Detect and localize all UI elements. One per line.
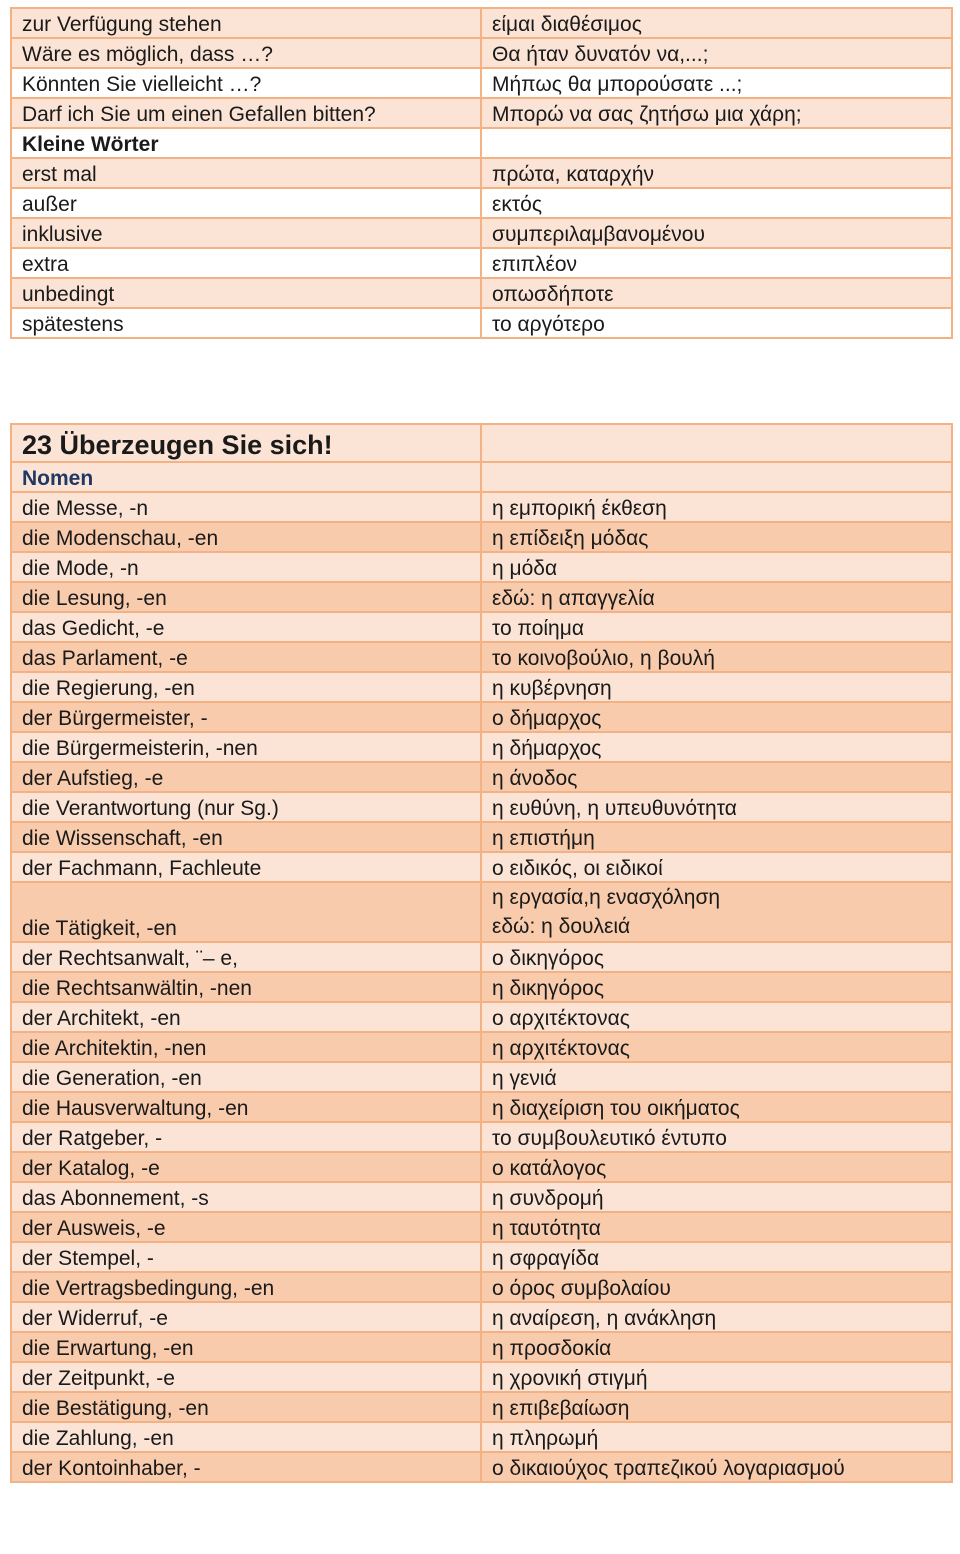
greek-translation: η εμπορική έκθεση [481,492,952,522]
noun-row [11,882,952,942]
noun-row [11,1212,952,1242]
greek-translation: το συμβουλευτικό έντυπο [481,1122,952,1152]
greek-translation: η σφραγίδα [481,1242,952,1272]
greek-translation: ο δικαιούχος τραπεζικού λογαριασμού [481,1452,952,1482]
noun-row [11,702,952,732]
german-term: der Kontoinhaber, - [11,1452,481,1482]
noun-row [11,522,952,552]
greek-translation: το ποίημα [481,612,952,642]
german-term: das Parlament, -e [11,642,481,672]
noun-row [11,762,952,792]
german-term: inklusive [11,218,481,248]
noun-row [11,1422,952,1452]
phrase-row [11,308,952,338]
greek-translation [481,128,952,158]
noun-row [11,1032,952,1062]
greek-translation: το αργότερο [481,308,952,338]
greek-translation: οπωσδήποτε [481,278,952,308]
german-term: der Rechtsanwalt, ¨– e, [11,942,481,972]
greek-translation: Θα ήταν δυνατόν να,...; [481,38,952,68]
phrase-row [11,38,952,68]
greek-translation: ο δικηγόρος [481,942,952,972]
noun-row [11,942,952,972]
greek-translation: η γενιά [481,1062,952,1092]
german-term: der Ausweis, -e [11,1212,481,1242]
german-term: der Aufstieg, -e [11,762,481,792]
noun-row [11,822,952,852]
noun-row [11,1362,952,1392]
greek-translation: η ταυτότητα [481,1212,952,1242]
german-term: der Widerruf, -e [11,1302,481,1332]
german-term: Darf ich Sie um einen Gefallen bitten? [11,98,481,128]
german-term: spätestens [11,308,481,338]
greek-translation: η μόδα [481,552,952,582]
greek-translation: η δήμαρχος [481,732,952,762]
greek-translation: ο δήμαρχος [481,702,952,732]
german-term: erst mal [11,158,481,188]
noun-row [11,852,952,882]
noun-row [11,1452,952,1482]
greek-translation: επιπλέον [481,248,952,278]
greek-translation: ο κατάλογος [481,1152,952,1182]
vocab-table-nouns [10,423,953,1483]
german-term: Kleine Wörter [11,128,481,158]
greek-translation: η κυβέρνηση [481,672,952,702]
greek-translation: η διαχείριση του οικήματος [481,1092,952,1122]
phrase-row [11,8,952,38]
greek-translation [481,882,952,942]
german-term: außer [11,188,481,218]
german-term: zur Verfügung stehen [11,8,481,38]
noun-row [11,1242,952,1272]
phrase-row [11,218,952,248]
german-term: extra [11,248,481,278]
noun-row [11,732,952,762]
greek-translation: η ευθύνη, η υπευθυνότητα [481,792,952,822]
noun-row [11,1272,952,1302]
greek-translation: ο ειδικός, οι ειδικοί [481,852,952,882]
german-term: das Gedicht, -e [11,612,481,642]
german-term: der Stempel, - [11,1242,481,1272]
greek-translation: η χρονική στιγμή [481,1362,952,1392]
german-term: die Lesung, -en [11,582,481,612]
german-term: der Katalog, -e [11,1152,481,1182]
section-heading-empty-cell [481,462,952,492]
german-term: die Erwartung, -en [11,1332,481,1362]
german-term: die Bürgermeisterin, -nen [11,732,481,762]
german-term: die Messe, -n [11,492,481,522]
noun-row [11,1122,952,1152]
german-term: die Vertragsbedingung, -en [11,1272,481,1302]
greek-translation: η επιβεβαίωση [481,1392,952,1422]
section-title-row [11,424,952,462]
greek-translation-line: η εργασία,η ενασχόληση [492,886,721,909]
section-title-empty-cell [481,424,952,462]
greek-translation: συμπεριλαμβανομένου [481,218,952,248]
phrase-row [11,98,952,128]
greek-translation: η πληρωμή [481,1422,952,1452]
greek-translation: ο όρος συμβολαίου [481,1272,952,1302]
noun-row [11,642,952,672]
section-heading: Nomen [11,462,481,492]
greek-translation: η δικηγόρος [481,972,952,1002]
german-term: die Generation, -en [11,1062,481,1092]
greek-translation: η επίδειξη μόδας [481,522,952,552]
noun-row [11,1092,952,1122]
greek-translation: η άνοδος [481,762,952,792]
vocab-table-phrases [10,7,953,339]
phrase-row [11,278,952,308]
greek-translation: εδώ: η απαγγελία [481,582,952,612]
noun-row [11,972,952,1002]
german-term: der Bürgermeister, - [11,702,481,732]
german-term: das Abonnement, -s [11,1182,481,1212]
noun-row [11,1392,952,1422]
noun-row [11,552,952,582]
german-term: die Regierung, -en [11,672,481,702]
german-term: der Zeitpunkt, -e [11,1362,481,1392]
noun-row [11,1062,952,1092]
greek-translation: ο αρχιτέκτονας [481,1002,952,1032]
german-term: Wäre es möglich, dass …? [11,38,481,68]
phrase-row [11,128,952,158]
greek-translation: Μήπως θα μπορούσατε ...; [481,68,952,98]
greek-translation: Μπορώ να σας ζητήσω μια χάρη; [481,98,952,128]
greek-translation: η αρχιτέκτονας [481,1032,952,1062]
german-term: die Mode, -n [11,552,481,582]
phrase-row [11,248,952,278]
noun-row [11,1302,952,1332]
noun-row [11,1002,952,1032]
german-term: die Bestätigung, -en [11,1392,481,1422]
german-term: die Hausverwaltung, -en [11,1092,481,1122]
german-term: die Tätigkeit, -en [11,882,481,942]
german-term: die Modenschau, -en [11,522,481,552]
german-term: die Zahlung, -en [11,1422,481,1452]
phrase-row [11,68,952,98]
vocab-table-phrases-body [11,8,952,338]
greek-translation: η προσδοκία [481,1332,952,1362]
german-term: der Ratgeber, - [11,1122,481,1152]
phrase-row [11,188,952,218]
phrase-row [11,158,952,188]
vocab-table-nouns-body [11,424,952,1482]
noun-row [11,612,952,642]
greek-translation: το κοινοβούλιο, η βουλή [481,642,952,672]
german-term: Könnten Sie vielleicht …? [11,68,481,98]
noun-row [11,1182,952,1212]
greek-translation: εκτός [481,188,952,218]
noun-row [11,582,952,612]
greek-translation: η αναίρεση, η ανάκληση [481,1302,952,1332]
greek-translation-line: εδώ: η δουλειά [492,915,631,938]
german-term: unbedingt [11,278,481,308]
noun-row [11,792,952,822]
noun-row [11,1152,952,1182]
german-term: die Architektin, -nen [11,1032,481,1062]
greek-translation: η συνδρομή [481,1182,952,1212]
german-term: der Fachmann, Fachleute [11,852,481,882]
greek-translation: είμαι διαθέσιμος [481,8,952,38]
greek-translation: πρώτα, καταρχήν [481,158,952,188]
german-term: die Verantwortung (nur Sg.) [11,792,481,822]
section-heading-row [11,462,952,492]
noun-row [11,1332,952,1362]
noun-row [11,492,952,522]
noun-row [11,672,952,702]
german-term: die Rechtsanwältin, -nen [11,972,481,1002]
german-term: der Architekt, -en [11,1002,481,1032]
section-title: 23 Überzeugen Sie sich! [11,424,481,462]
german-term: die Wissenschaft, -en [11,822,481,852]
greek-translation: η επιστήμη [481,822,952,852]
